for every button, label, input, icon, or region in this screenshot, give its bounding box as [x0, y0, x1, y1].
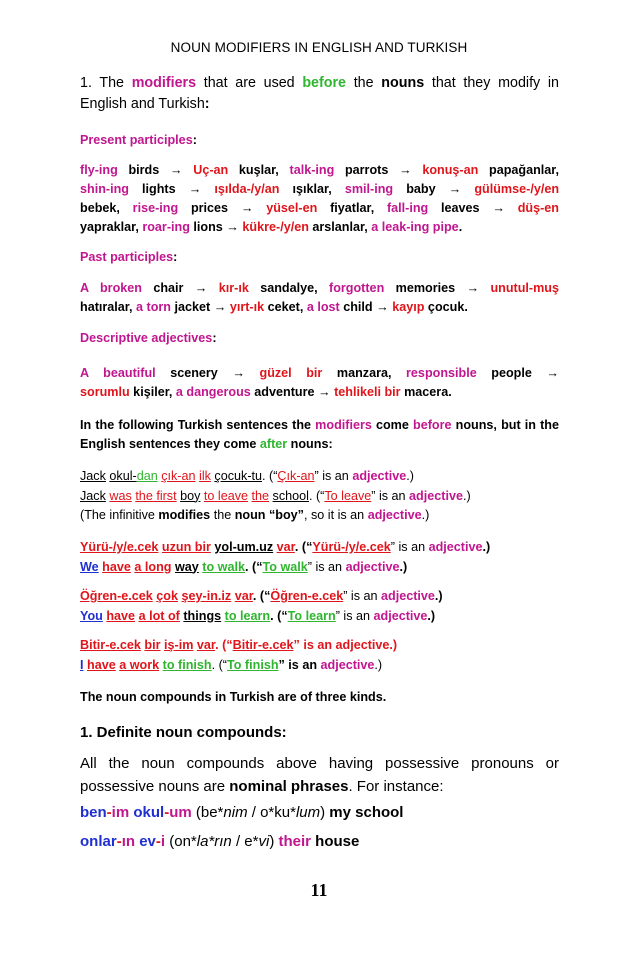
example-word: tehlikeli bir: [334, 385, 401, 399]
example-4: [80, 636, 559, 675]
example-3: [80, 587, 559, 626]
paragraph-text: In the following Turkish sentences the: [80, 418, 316, 432]
sentence-word: var: [196, 638, 216, 652]
sentence-word: Yürü-/y/e.cek: [80, 540, 159, 554]
example-1: [80, 467, 559, 526]
example-text: birds →: [117, 163, 194, 177]
note-text: ” is an adjective.): [293, 638, 398, 652]
note-text: ” is an: [371, 488, 410, 503]
paragraph-text: nouns:: [287, 437, 333, 451]
heading-colon: :: [192, 133, 197, 147]
example-text: lions →: [189, 220, 243, 234]
example-word: ışılda-/y/an: [214, 182, 280, 196]
example-text: ceket,: [264, 300, 307, 314]
suffix: ın: [121, 833, 136, 850]
example-word: kükre-/y/en: [242, 220, 309, 234]
sentence-word: yol-um.uz: [214, 540, 274, 554]
heading-colon: :: [173, 250, 178, 264]
example-text: kişiler,: [129, 385, 176, 399]
example-text: prices →: [178, 201, 267, 215]
example-word: smil-ing: [344, 182, 394, 196]
intro-text: that they modify in English and Turkish: [80, 75, 560, 112]
note-bold: modifies: [158, 508, 211, 522]
example-word: roar-ing: [142, 220, 190, 234]
sentence-word: have: [106, 608, 136, 623]
example-word: yırt-ık: [229, 300, 265, 314]
heading-colon: :: [212, 331, 217, 345]
quoted-word: Çık-an: [277, 469, 315, 483]
note-text: . (“: [262, 469, 278, 483]
example-english-line: [80, 656, 559, 676]
hyphen: -: [164, 804, 170, 821]
descriptive-adjectives-body: [80, 364, 559, 402]
adjective-term: adjective: [381, 589, 435, 603]
sentence-word: You: [80, 608, 103, 623]
following-paragraph: [80, 416, 559, 454]
example-word: gülümse-/y/en: [474, 182, 559, 196]
note-text: ” is an: [307, 559, 346, 574]
intro-text: the: [346, 75, 382, 91]
example-word: A beautiful: [80, 366, 156, 380]
before-term: before: [413, 418, 452, 432]
example-text: manzara,: [322, 366, 407, 380]
hyphen: -: [106, 804, 112, 821]
note-text: . (“: [211, 657, 227, 672]
sentence-word: a work: [119, 657, 160, 672]
text-line: [80, 180, 559, 199]
note-text: , so it is an: [303, 508, 368, 522]
paragraph-text: All the noun compounds above having possessive pronouns or possessive nouns are: [80, 755, 559, 795]
translation: my school: [329, 804, 404, 821]
example-word: a lost: [306, 300, 340, 314]
text-line: [80, 161, 559, 180]
text-line: [80, 298, 559, 317]
sentence-word: iş-im: [164, 638, 194, 652]
intro-text: 1. The: [80, 75, 132, 91]
note-text: .): [482, 540, 491, 554]
paragraph-text: nouns, but in the English sentences they come: [80, 418, 559, 451]
page-number: 11: [310, 880, 328, 900]
pronunciation-text: ): [320, 804, 330, 821]
example-english-line: [80, 487, 559, 507]
sentence-word: to finish: [162, 657, 212, 672]
quoted-word: To walk: [262, 559, 308, 574]
running-header: NOUN MODIFIERS IN ENGLISH AND TURKISH: [170, 40, 468, 55]
adjective-term: adjective: [352, 469, 407, 483]
example-word: kır-ık: [218, 281, 249, 295]
stem: ev: [139, 833, 156, 850]
sentence-word: have: [102, 559, 131, 574]
note-text: .): [434, 589, 443, 603]
example-benim-okulum: [80, 802, 559, 823]
example-note-line: [80, 506, 559, 526]
example-english-line: [80, 558, 559, 578]
adjective-term: adjective: [320, 657, 375, 672]
suffix: i: [160, 833, 166, 850]
adjective-term: adjective: [373, 608, 428, 623]
sentence-word: the: [251, 488, 270, 503]
sentence-word: We: [80, 559, 99, 574]
example-text: parrots →: [334, 163, 423, 177]
sentence-word: var: [276, 540, 295, 554]
present-participles-heading: [80, 131, 559, 150]
example-text: chair →: [141, 281, 219, 295]
sentence-word: things: [183, 608, 222, 623]
quoted-word: To learn: [287, 608, 336, 623]
adjective-term: adjective: [409, 488, 463, 503]
note-text: . (“: [308, 488, 325, 503]
pronunciation-text: / e*: [231, 833, 259, 850]
nominal-phrases-term: nominal phrases: [229, 778, 349, 795]
example-text: child →: [339, 300, 393, 314]
example-text: sandalye,: [248, 281, 329, 295]
note-text: (The infinitive: [80, 508, 159, 522]
sentence-word: bir: [144, 638, 161, 652]
note-text: the: [210, 508, 235, 522]
nominal-phrases-paragraph: [80, 752, 559, 798]
example-text: hatıralar,: [80, 300, 137, 314]
stem: ben: [80, 804, 107, 821]
suffix: um: [169, 804, 192, 821]
paragraph-text: come: [371, 418, 414, 432]
example-text: lights →: [128, 182, 215, 196]
example-text: yapraklar,: [80, 220, 143, 234]
sentence-word: to leave: [203, 488, 249, 503]
sentence-word: was: [109, 488, 132, 503]
pronunciation-stress: nim: [223, 804, 248, 821]
quoted-word: Yürü-/y/e.cek: [312, 540, 391, 554]
example-english-line: [80, 607, 559, 627]
sentence-word: Jack: [80, 469, 106, 483]
compounds-kinds-line: The noun compounds in Turkish are of three kinds.: [80, 690, 387, 704]
example-text: people →: [476, 366, 559, 380]
translation-pronoun: their: [278, 833, 311, 850]
descriptive-adjectives-heading: [80, 329, 559, 348]
example-turkish-line: [80, 467, 559, 487]
sentence-word: boy: [180, 488, 201, 503]
sentence-word: Jack: [80, 488, 106, 503]
example-word: yüsel-en: [266, 201, 318, 215]
note-text: . (“: [245, 559, 263, 574]
example-text: bebek,: [80, 201, 133, 215]
note-text: .): [421, 508, 430, 522]
sentence-word: school: [272, 488, 309, 503]
pronunciation-stress: vi: [258, 833, 270, 850]
note-text: ” is an: [335, 608, 374, 623]
adjective-term: adjective: [428, 540, 483, 554]
after-term: after: [259, 437, 288, 451]
text-line: [80, 218, 559, 237]
example-word: fly-ing: [80, 163, 118, 177]
section-heading: Present participles: [80, 133, 193, 147]
stem: onlar: [80, 833, 117, 850]
translation: house: [315, 833, 360, 850]
sentence-word: şey-in.iz: [181, 589, 232, 603]
suffix: dan: [136, 469, 158, 483]
hyphen: -: [155, 833, 161, 850]
sentence-word: to walk: [202, 559, 245, 574]
example-word: Uç-an: [193, 163, 229, 177]
sentence-word: to learn: [224, 608, 271, 623]
example-word: responsible: [406, 366, 477, 380]
sentence-word: a long: [134, 559, 172, 574]
past-participles-heading: [80, 248, 559, 267]
example-text: çocuk.: [424, 300, 468, 314]
note-text: . (“: [270, 608, 288, 623]
note-text: . (“: [252, 589, 271, 603]
text-line: [80, 364, 559, 383]
section-heading: Past participles: [80, 250, 174, 264]
note-text: .): [427, 608, 436, 623]
sentence-word: okul-: [109, 469, 137, 483]
example-text: jacket →: [171, 300, 230, 314]
paragraph-text: . For instance:: [348, 778, 444, 795]
example-text: baby →: [393, 182, 475, 196]
text-line: [80, 279, 559, 298]
example-text: scenery →: [155, 366, 260, 380]
past-participles-body: [80, 279, 559, 317]
example-text: kuşlar,: [228, 163, 290, 177]
pronunciation-text: (be*: [191, 804, 224, 821]
note-text: .): [406, 469, 414, 483]
example-word: a dangerous: [175, 385, 251, 399]
quoted-word: To finish: [226, 657, 279, 672]
example-word: talk-ing: [289, 163, 335, 177]
example-turkish-line: [80, 538, 559, 558]
example-text: leaves →: [428, 201, 518, 215]
example-text: ışıklar,: [279, 182, 345, 196]
example-onlarin-evi: [80, 831, 559, 852]
note-text: . (“: [294, 540, 313, 554]
note-text: .): [462, 488, 471, 503]
quoted-word: Bitir-e.cek: [232, 638, 294, 652]
stem: okul: [133, 804, 165, 821]
sentence-word: çık-an: [161, 469, 196, 483]
sentence-word: var: [234, 589, 253, 603]
note-text: ” is an: [278, 657, 321, 672]
note-text: ” is an: [314, 469, 353, 483]
example-text: macera.: [400, 385, 452, 399]
example-word: rise-ing: [132, 201, 179, 215]
adjective-term: adjective: [345, 559, 400, 574]
sentence-word: çocuk-tu: [214, 469, 263, 483]
pronunciation-text: ): [269, 833, 279, 850]
example-text: adventure →: [250, 385, 335, 399]
example-word: a torn: [136, 300, 171, 314]
modifiers-term: modifiers: [315, 418, 372, 432]
example-word: kayıp: [392, 300, 425, 314]
example-text: arslanlar,: [308, 220, 372, 234]
pronunciation-text: (on*: [165, 833, 197, 850]
intro-paragraph: [80, 73, 559, 115]
example-2: [80, 538, 559, 577]
sentence-word: Bitir-e.cek: [80, 638, 141, 652]
intro-text: that are used: [196, 75, 303, 91]
sentence-word: uzun bir: [161, 540, 211, 554]
text-line: [80, 199, 559, 218]
sentence-word: have: [87, 657, 116, 672]
example-word: konuş-an: [422, 163, 479, 177]
quoted-word: Öğren-e.cek: [270, 589, 344, 603]
pronunciation-stress: lum: [295, 804, 321, 821]
note-bold: noun “boy”: [234, 508, 304, 522]
sentence-word: ilk: [199, 469, 211, 483]
example-word: güzel bir: [259, 366, 323, 380]
note-text: ” is an: [390, 540, 429, 554]
example-turkish-line: [80, 636, 559, 656]
hyphen: -: [116, 833, 122, 850]
note-text: .): [374, 657, 383, 672]
example-word: sorumlu: [80, 385, 130, 399]
sentence-word: I: [80, 657, 84, 672]
pronunciation-text: / o*ku*: [247, 804, 296, 821]
section-heading: Descriptive adjectives: [80, 331, 213, 345]
sentence-word: çok: [156, 589, 178, 603]
suffix: im: [111, 804, 130, 821]
example-text: fiyatlar,: [317, 201, 387, 215]
example-word: shin-ing: [80, 182, 129, 196]
example-word: düş-en: [517, 201, 559, 215]
example-word: fall-ing: [386, 201, 429, 215]
example-word: a leak-ing pipe: [371, 220, 459, 234]
sentence-word: Öğren-e.cek: [80, 589, 153, 603]
example-word: unutul-muş: [490, 281, 559, 295]
sentence-word: the first: [135, 488, 177, 503]
note-text: ” is an: [343, 589, 382, 603]
intro-colon: :: [204, 96, 210, 112]
note-text: . (“: [215, 638, 233, 652]
quoted-word: To leave: [324, 488, 372, 503]
text-line: [80, 383, 559, 402]
adjective-term: adjective: [367, 508, 422, 522]
note-text: .): [399, 559, 408, 574]
example-turkish-line: [80, 587, 559, 607]
sentence-word: a lot of: [138, 608, 180, 623]
present-participles-body: [80, 161, 559, 237]
example-word: forgotten: [329, 281, 385, 295]
modifiers-term: modifiers: [131, 75, 197, 91]
pronunciation-stress: la*rın: [196, 833, 232, 850]
example-text: .: [458, 220, 463, 234]
example-word: A broken: [80, 281, 142, 295]
sentence-word: way: [174, 559, 199, 574]
before-term: before: [302, 75, 347, 91]
example-text: papağanlar,: [478, 163, 559, 177]
definite-compounds-heading: 1. Definite noun compounds:: [80, 724, 287, 741]
nouns-term: nouns: [381, 75, 425, 91]
example-text: memories →: [384, 281, 491, 295]
